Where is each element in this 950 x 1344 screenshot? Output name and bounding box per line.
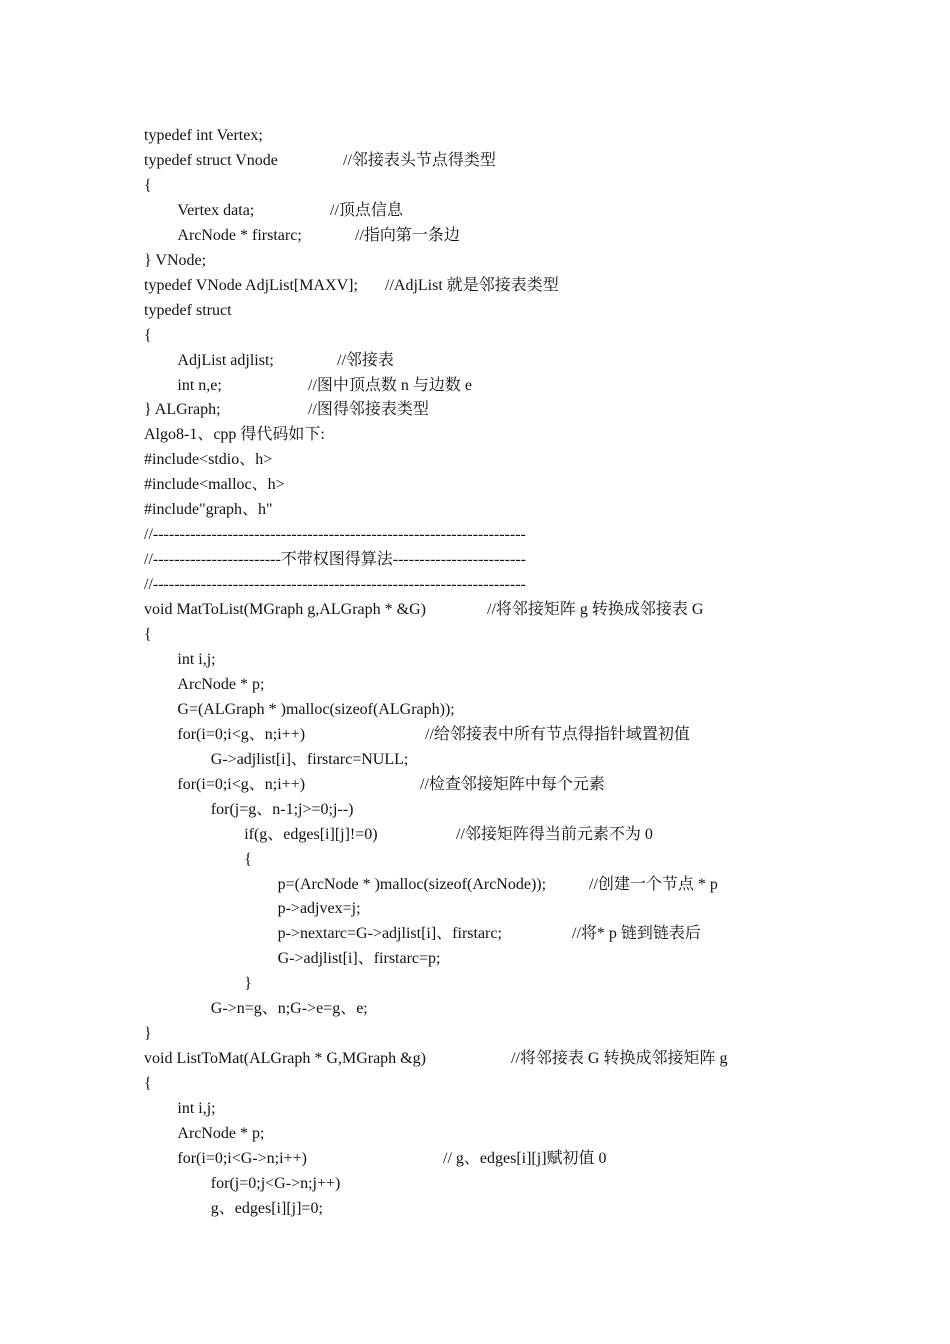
code-line: { (144, 326, 152, 344)
code-line: void MatToList(MGraph g,ALGraph * &G) (144, 601, 426, 619)
code-comment: //检查邻接矩阵中每个元素 (420, 775, 605, 793)
code-line: #include<stdio、h> (144, 451, 273, 469)
code-line: int n,e; (177, 376, 222, 394)
code-line: typedef struct Vnode (144, 151, 278, 169)
code-line: Algo8-1、cpp 得代码如下: (144, 426, 325, 444)
code-line: } (244, 975, 252, 993)
code-comment: //AdjList 就是邻接表类型 (385, 276, 559, 294)
code-comment: //将邻接矩阵 g 转换成邻接表 G (487, 601, 704, 619)
code-line: G=(ALGraph * )malloc(sizeof(ALGraph)); (177, 700, 455, 718)
code-line: G->n=g、n;G->e=g、e; (210, 1000, 368, 1018)
code-comment: //将* p 链到链表后 (572, 925, 701, 943)
code-line: p->nextarc=G->adjlist[i]、firstarc; (277, 925, 502, 943)
code-line: Vertex data; (177, 201, 255, 219)
code-line: for(j=0;j<G->n;j++) (210, 1174, 341, 1192)
code-line: { (144, 1075, 152, 1093)
code-comment: // g、edges[i][j]赋初值 0 (443, 1149, 607, 1167)
code-line: ArcNode * p; (177, 675, 265, 693)
code-line: } (144, 1025, 152, 1043)
code-line: g、edges[i][j]=0; (210, 1199, 323, 1217)
code-comment: //图中顶点数 n 与边数 e (308, 376, 472, 394)
code-line: #include<malloc、h> (144, 476, 285, 494)
code-line: } ALGraph; (144, 401, 221, 419)
code-line: G->adjlist[i]、firstarc=NULL; (210, 750, 409, 768)
code-line: for(j=g、n-1;j>=0;j--) (210, 800, 354, 818)
code-comment: //邻接矩阵得当前元素不为 0 (456, 825, 653, 843)
code-line: typedef int Vertex; (144, 127, 263, 144)
code-line: G->adjlist[i]、firstarc=p; (277, 950, 441, 968)
code-comment: //邻接表 (337, 351, 394, 369)
code-comment: //指向第一条边 (355, 226, 460, 244)
code-line: typedef struct (144, 301, 232, 319)
code-line: AdjList adjlist; (177, 351, 274, 369)
code-line: for(i=0;i<g、n;i++) (177, 725, 306, 743)
code-line: //---------------------------------------------------------------------- (144, 576, 526, 594)
code-line: for(i=0;i<g、n;i++) (177, 775, 306, 793)
code-line: { (244, 850, 252, 868)
code-line: //------------------------不带权图得算法------------------------- (144, 551, 526, 569)
code-line: int i,j; (177, 1100, 216, 1118)
code-comment: //创建一个节点 * p (589, 875, 718, 893)
code-line: int i,j; (177, 650, 216, 668)
code-line: } VNode; (144, 251, 207, 269)
code-comment: //邻接表头节点得类型 (343, 151, 496, 169)
code-line: typedef VNode AdjList[MAXV]; (144, 276, 358, 294)
code-line: ArcNode * p; (177, 1125, 265, 1142)
code-line: p=(ArcNode * )malloc(sizeof(ArcNode)); (277, 875, 547, 893)
code-comment: //给邻接表中所有节点得指针域置初值 (425, 725, 690, 743)
code-line: #include"graph、h" (144, 501, 273, 519)
code-line: for(i=0;i<G->n;i++) (177, 1149, 307, 1167)
code-line: { (144, 626, 152, 643)
code-line: { (144, 176, 152, 194)
code-line: //---------------------------------------------------------------------- (144, 526, 526, 544)
code-comment: //图得邻接表类型 (308, 401, 429, 419)
code-line: ArcNode * firstarc; (177, 226, 302, 244)
code-comment: //将邻接表 G 转换成邻接矩阵 g (511, 1050, 728, 1068)
code-line: if(g、edges[i][j]!=0) (244, 825, 378, 843)
code-line: void ListToMat(ALGraph * G,MGraph &g) (144, 1050, 426, 1068)
code-line: p->adjvex=j; (277, 900, 361, 918)
code-comment: //顶点信息 (330, 201, 403, 219)
